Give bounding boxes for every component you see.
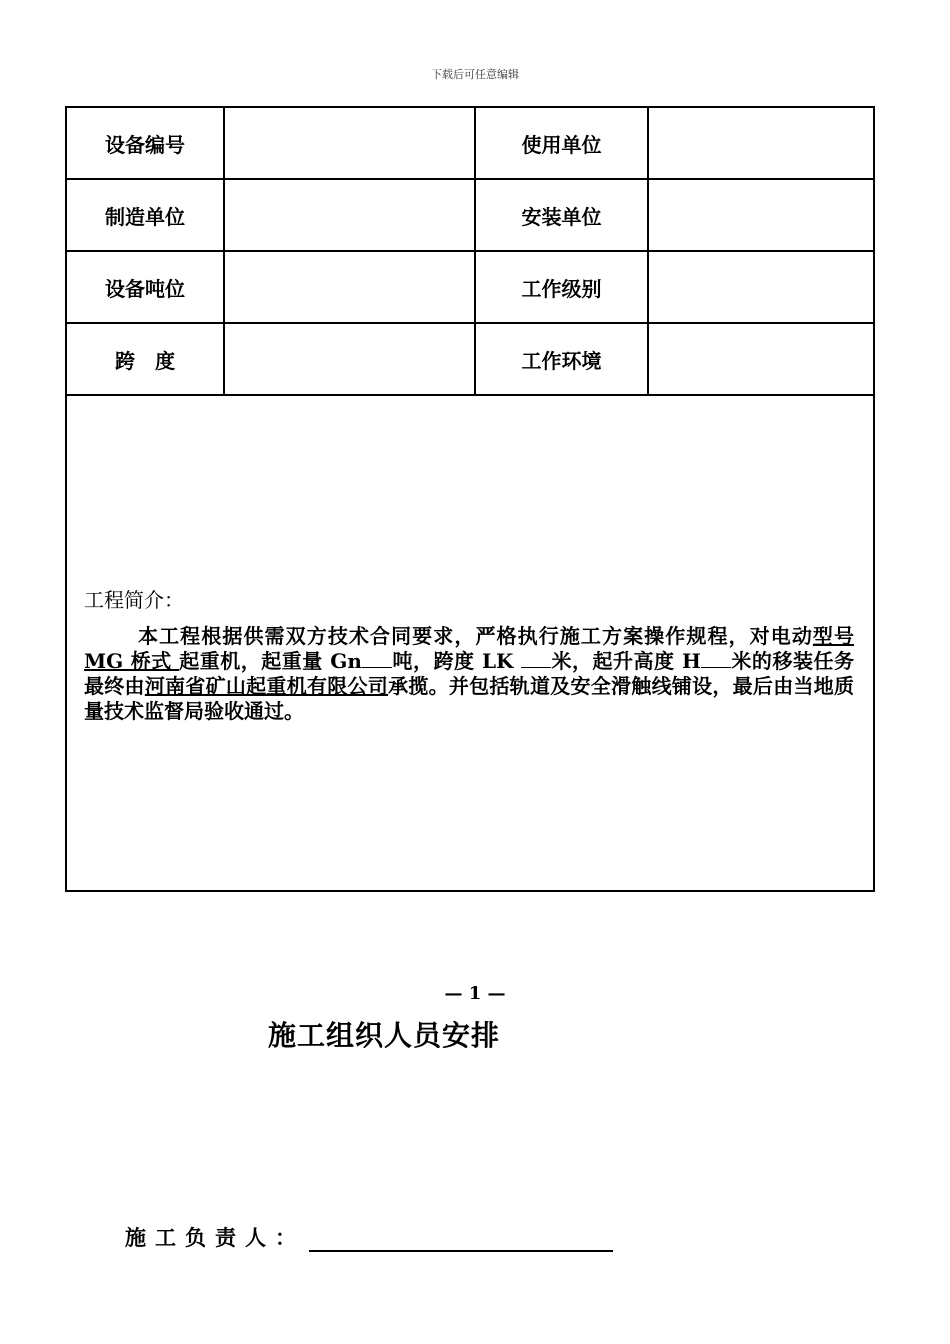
- manufacturer-value[interactable]: [224, 179, 475, 251]
- installer-value[interactable]: [648, 179, 874, 251]
- intro-text: 吨，跨度 LK: [391, 649, 521, 673]
- section-title: 施工组织人员安排: [268, 1019, 501, 1052]
- capacity-blank[interactable]: [362, 649, 392, 668]
- crane-model: 型号 MG 桥式: [84, 624, 855, 673]
- lift-height-blank[interactable]: [701, 649, 731, 668]
- intro-text: 米，起升高度 H: [550, 649, 701, 673]
- project-description-cell: [66, 395, 874, 891]
- equipment-number-value[interactable]: [224, 107, 475, 179]
- table-row: [66, 251, 874, 323]
- tonnage-label: 设备吨位: [66, 251, 224, 323]
- intro-text: 起重机，起重量 Gn: [179, 649, 362, 673]
- description-row: [66, 395, 874, 891]
- intro-text: 承揽。并包括轨道及安全滑触线铺设，最后由当地质量技术监督局验收通过。: [84, 674, 855, 723]
- table-row: [66, 323, 874, 395]
- intro-text: 本工程根据供需双方技术合同要求，严格执行施工方案操作规程，对电动: [138, 624, 813, 648]
- construction-leader-signature-blank[interactable]: [309, 1228, 613, 1252]
- construction-leader-label: 施工负责人：: [125, 1225, 305, 1250]
- span-value[interactable]: [224, 323, 475, 395]
- construction-leader-line: [125, 1222, 613, 1252]
- tonnage-value[interactable]: [224, 251, 475, 323]
- intro-heading: 工程简介：: [84, 588, 184, 612]
- table-row: [66, 179, 874, 251]
- header-note: 下载后可任意编辑: [431, 68, 519, 81]
- intro-body: [84, 624, 854, 724]
- work-class-value[interactable]: [648, 251, 874, 323]
- equipment-number-label: 设备编号: [66, 107, 224, 179]
- user-unit-label: 使用单位: [475, 107, 648, 179]
- span-blank[interactable]: [521, 649, 551, 668]
- page-number: — 1 —: [444, 983, 506, 1004]
- table-row: [66, 107, 874, 179]
- contractor-name: 河南省矿山起重机有限公司: [144, 674, 389, 698]
- intro-text: 米的移装任务最终由: [84, 649, 854, 698]
- work-class-label: 工作级别: [475, 251, 648, 323]
- span-label: 跨 度: [66, 323, 224, 395]
- manufacturer-label: 制造单位: [66, 179, 224, 251]
- equipment-info-table: [65, 106, 875, 892]
- work-environment-label: 工作环境: [475, 323, 648, 395]
- user-unit-value[interactable]: [648, 107, 874, 179]
- installer-label: 安装单位: [475, 179, 648, 251]
- work-environment-value[interactable]: [648, 323, 874, 395]
